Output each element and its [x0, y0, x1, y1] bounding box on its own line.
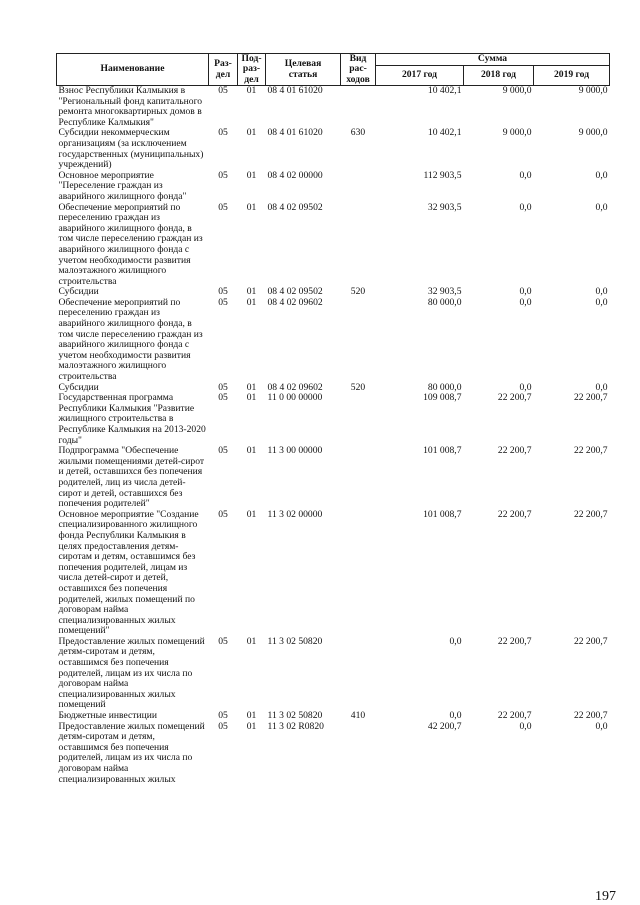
row-name: Субсидии [58, 286, 99, 298]
table-row [57, 128, 610, 170]
row-name: Предоставление жилых помещений детям-сиротам и детям, оставшимся без попечения родителей, лицам из их числа по договорам найма специализированных жилых [58, 720, 205, 785]
table-row [57, 637, 610, 711]
row-sum-2018: 9 000,0 [502, 127, 532, 139]
row-sum-2018: 0,0 [519, 296, 532, 308]
row-expense-type [341, 393, 376, 446]
table-body [57, 86, 610, 786]
row-sum-2017: 109 008,7 [423, 392, 462, 404]
row-expense-type [341, 637, 376, 711]
row-sum-2018: 22 200,7 [497, 635, 532, 647]
row-name: Взнос Республики Калмыкия в "Региональный фонд капитального ремонта многоквартирных домов в Республике Калмыкия" [57, 86, 209, 129]
row-sum-2017: 0,0 [449, 635, 462, 647]
row-expense-type [341, 171, 376, 203]
row-name: Обеспечение мероприятий по переселению граждан из аварийного жилищного фонда, в том числе переселению граждан из аварийного жилищного фонда с учетом необходимости развития малоэтажного жилищного строительства [58, 296, 203, 383]
row-sum-2018: 0,0 [519, 169, 532, 181]
row-target: 08 4 01 61020 [267, 127, 323, 139]
row-sum-2018: 9 000,0 [464, 86, 534, 129]
page-number: 197 [595, 889, 616, 904]
row-sum-2019: 22 200,7 [573, 392, 608, 404]
row-section: 05 [218, 635, 228, 647]
row-name: Предоставление жилых помещений детям-сиротам и детям, оставшимся без попечения родителей, лицам из их числа по договорам найма специализированных жилых помещений [58, 635, 205, 711]
row-expense-type: 630 [350, 127, 366, 139]
row-sum-2018: 0,0 [519, 720, 532, 732]
row-section: 05 [218, 720, 228, 732]
row-sum-2019: 22 200,7 [573, 445, 608, 457]
row-expense-type: 520 [350, 381, 366, 393]
table-row [57, 86, 610, 129]
row-section: 05 [218, 392, 228, 404]
row-sum-2017: 101 008,7 [423, 445, 462, 457]
row-subsection: 01 [246, 710, 257, 722]
row-target: 11 3 00 00000 [267, 445, 323, 457]
row-sum-2019: 22 200,7 [573, 508, 608, 520]
row-section: 05 [218, 710, 228, 722]
row-expense-type [341, 298, 376, 383]
row-target: 08 4 02 09502 [267, 201, 323, 213]
table-row [57, 171, 610, 203]
table-row [57, 722, 610, 786]
row-subsection: 01 [246, 286, 257, 298]
row-target: 08 4 02 00000 [267, 169, 323, 181]
row-subsection: 01 [246, 381, 257, 393]
row-sum-2018: 22 200,7 [497, 508, 532, 520]
row-sum-2018: 22 200,7 [497, 392, 532, 404]
row-sum-2019: 0,0 [595, 286, 608, 298]
row-sum-2018: 0,0 [519, 286, 532, 298]
row-subsection: 01 [246, 508, 257, 520]
row-sum-2019: 0,0 [595, 720, 608, 732]
row-sum-2018: 22 200,7 [497, 445, 532, 457]
row-target: 08 4 02 09602 [267, 381, 323, 393]
row-target: 08 4 01 61020 [266, 86, 341, 129]
row-subsection: 01 [246, 201, 257, 213]
row-section: 05 [218, 286, 228, 298]
row-section: 05 [218, 201, 228, 213]
row-subsection: 01 [246, 445, 257, 457]
row-name: Обеспечение мероприятий по переселению граждан из аварийного жилищного фонда, в том числе переселению граждан из аварийного жилищного фонда с учетом необходимости развития малоэтажного жилищного строительства [58, 201, 203, 287]
row-expense-type [341, 510, 376, 637]
header-name: Наименование [57, 54, 209, 86]
row-target: 08 4 02 09602 [267, 296, 323, 308]
row-subsection: 01 [246, 392, 257, 404]
row-target: 11 3 02 50820 [267, 635, 323, 647]
row-sum-2019: 0,0 [595, 381, 608, 393]
row-subsection: 01 [246, 127, 257, 139]
header-2019: 2019 год [534, 66, 610, 86]
row-sum-2017: 112 903,5 [423, 169, 462, 181]
row-name: Государственная программа Республики Калмыкия "Развитие жилищного строительства в Республике Калмыкия на 2013-2020 годы" [58, 392, 206, 446]
row-sum-2019: 9 000,0 [534, 86, 610, 129]
row-name: Основное мероприятие "Создание специализированного жилищного фонда Республики Калмыкия в целях предоставления детям-сиротам и детям, оставшимся без попечения родителей, лицам из числа детей-сирот и детей, оставшихся без попечения родителей, жилых помещений по договорам найма специализированных жилых помещений" [58, 508, 199, 637]
row-target: 11 3 02 R0820 [267, 720, 324, 732]
row-target: 11 3 02 00000 [267, 508, 323, 520]
row-subsection: 01 [246, 635, 257, 647]
row-target: 08 4 02 09502 [267, 286, 323, 298]
header-subsection: Под- раз- дел [238, 54, 266, 86]
row-sum-2017: 42 200,7 [427, 720, 462, 732]
row-section: 05 [218, 445, 228, 457]
row-target: 11 0 00 00000 [267, 392, 323, 404]
header-sum: Сумма [376, 54, 610, 66]
row-section: 05 [209, 86, 238, 129]
row-sum-2017: 10 402,1 [376, 86, 464, 129]
row-section: 05 [218, 381, 228, 393]
table-row [57, 446, 610, 510]
table-row [57, 510, 610, 637]
row-section: 05 [218, 296, 228, 308]
row-sum-2019: 22 200,7 [573, 710, 608, 722]
row-sum-2019: 0,0 [595, 169, 608, 181]
header-2017: 2017 год [376, 66, 464, 86]
row-sum-2019: 22 200,7 [573, 635, 608, 647]
row-sum-2017: 0,0 [449, 710, 462, 722]
row-sum-2017: 80 000,0 [427, 296, 462, 308]
row-section: 05 [218, 508, 228, 520]
header-2018: 2018 год [464, 66, 534, 86]
row-expense-type [341, 722, 376, 786]
row-name: Бюджетные инвестиции [58, 710, 157, 722]
header-target: Целевая статья [266, 54, 341, 86]
row-sum-2017: 32 903,5 [427, 201, 462, 213]
header-expense-type: Вид рас- ходов [341, 54, 376, 86]
table-row [57, 203, 610, 288]
row-subsection: 01 [246, 169, 257, 181]
row-sum-2018: 0,0 [519, 381, 532, 393]
header-section: Раз- дел [209, 54, 238, 86]
row-sum-2017: 101 008,7 [423, 508, 462, 520]
row-expense-type: 520 [350, 286, 366, 298]
row-subsection: 01 [246, 296, 257, 308]
row-expense-type [341, 86, 376, 129]
row-sum-2018: 22 200,7 [497, 710, 532, 722]
row-expense-type [341, 203, 376, 288]
table-row [57, 298, 610, 383]
row-sum-2019: 9 000,0 [578, 127, 608, 139]
row-subsection: 01 [246, 720, 257, 732]
row-name: Подпрограмма "Обеспечение жилыми помещениями детей-сирот и детей, оставшихся без попечения родителей, лиц из числа детей-сирот и детей, оставшихся без попечения родителей" [58, 445, 205, 510]
row-section: 05 [218, 127, 228, 139]
row-sum-2017: 32 903,5 [427, 286, 462, 298]
row-expense-type: 410 [350, 710, 366, 722]
row-sum-2018: 0,0 [519, 201, 532, 213]
row-name: Основное мероприятие "Переселение граждан из аварийного жилищного фонда" [58, 169, 187, 202]
row-sum-2017: 10 402,1 [427, 127, 462, 139]
row-sum-2017: 80 000,0 [427, 381, 462, 393]
table-row [57, 393, 610, 446]
table-header [57, 54, 610, 86]
row-section: 05 [218, 169, 228, 181]
row-sum-2019: 0,0 [595, 201, 608, 213]
row-subsection: 01 [238, 86, 266, 129]
budget-table [56, 53, 610, 785]
row-name: Субсидии некоммерческим организациям (за исключением государственных (муниципальных) учреждений) [58, 127, 204, 171]
row-target: 11 3 02 50820 [267, 710, 323, 722]
row-expense-type [341, 446, 376, 510]
row-name: Субсидии [58, 381, 99, 393]
row-sum-2019: 0,0 [595, 296, 608, 308]
